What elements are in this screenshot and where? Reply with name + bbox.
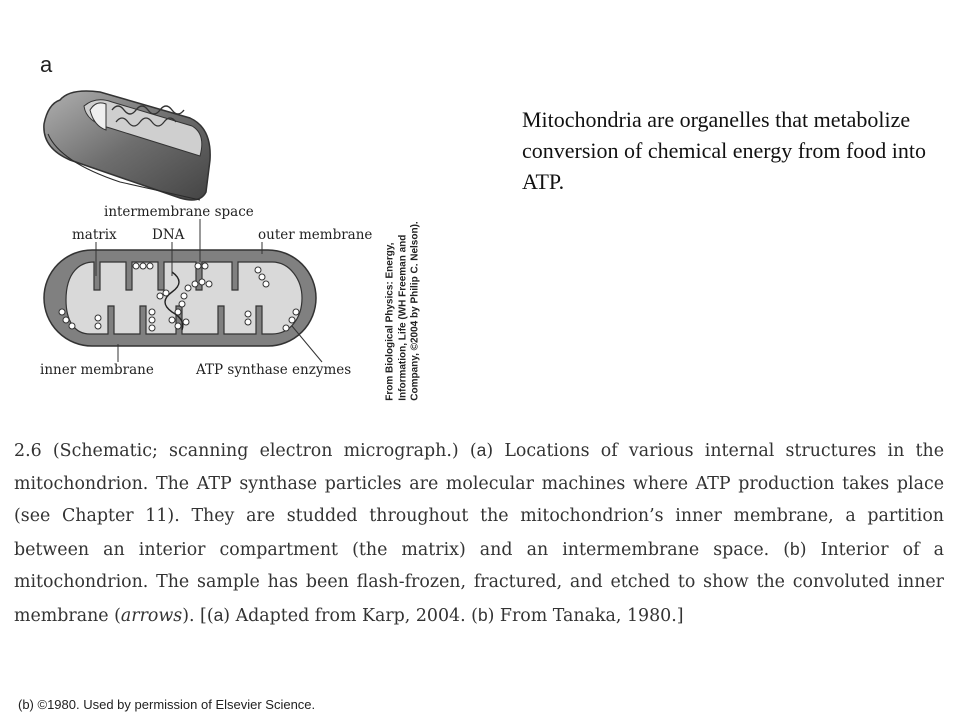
copyright-notice: (b) ©1980. Used by permission of Elsevier Science.	[18, 697, 316, 712]
label-atp-synthase: ATP synthase enzymes	[196, 362, 352, 378]
label-inner-membrane: inner membrane	[40, 362, 154, 378]
caption-panel-ref-b: b	[790, 538, 800, 559]
caption-arrows: arrows	[120, 605, 183, 626]
panel-label-a: a	[40, 52, 53, 77]
mitochondrion-schematic	[44, 250, 316, 346]
caption-number: 2.6	[14, 441, 42, 461]
caption-panel-ref-a: a	[476, 440, 487, 460]
figure-credit: From Biological Physics: Energy, Information, Life (WH Freeman and Company, ©2004 by Philip C. Nelson).	[384, 221, 421, 401]
label-outer-membrane: outer membrane	[258, 227, 373, 243]
summary-text: Mitochondria are organelles that metabolize conversion of chemical energy from food into ATP.	[522, 107, 927, 194]
label-dna: DNA	[152, 227, 185, 243]
label-intermembrane-space: intermembrane space	[104, 204, 254, 220]
figure-caption: 2.6 (Schematic; scanning electron micrograph.) (a) Locations of various internal structures in the mitochondrion. The ATP synthase particles are molecular machines where ATP production takes place (see Chapter 11). They are studded throughout the mitochondrion’s inner membrane, a partition between an interior compartment (the matrix) and an intermembrane space. (b) Interior of a mitochondrion. The sample has been flash-frozen, fractured, and etched to show the convoluted inner membrane (arrows). [(a) Adapted from Karp, 2004. (b) From Tanaka, 1980.]	[14, 440, 945, 626]
mitochondrion-3d-drawing	[44, 91, 210, 200]
label-matrix: matrix	[72, 227, 117, 243]
